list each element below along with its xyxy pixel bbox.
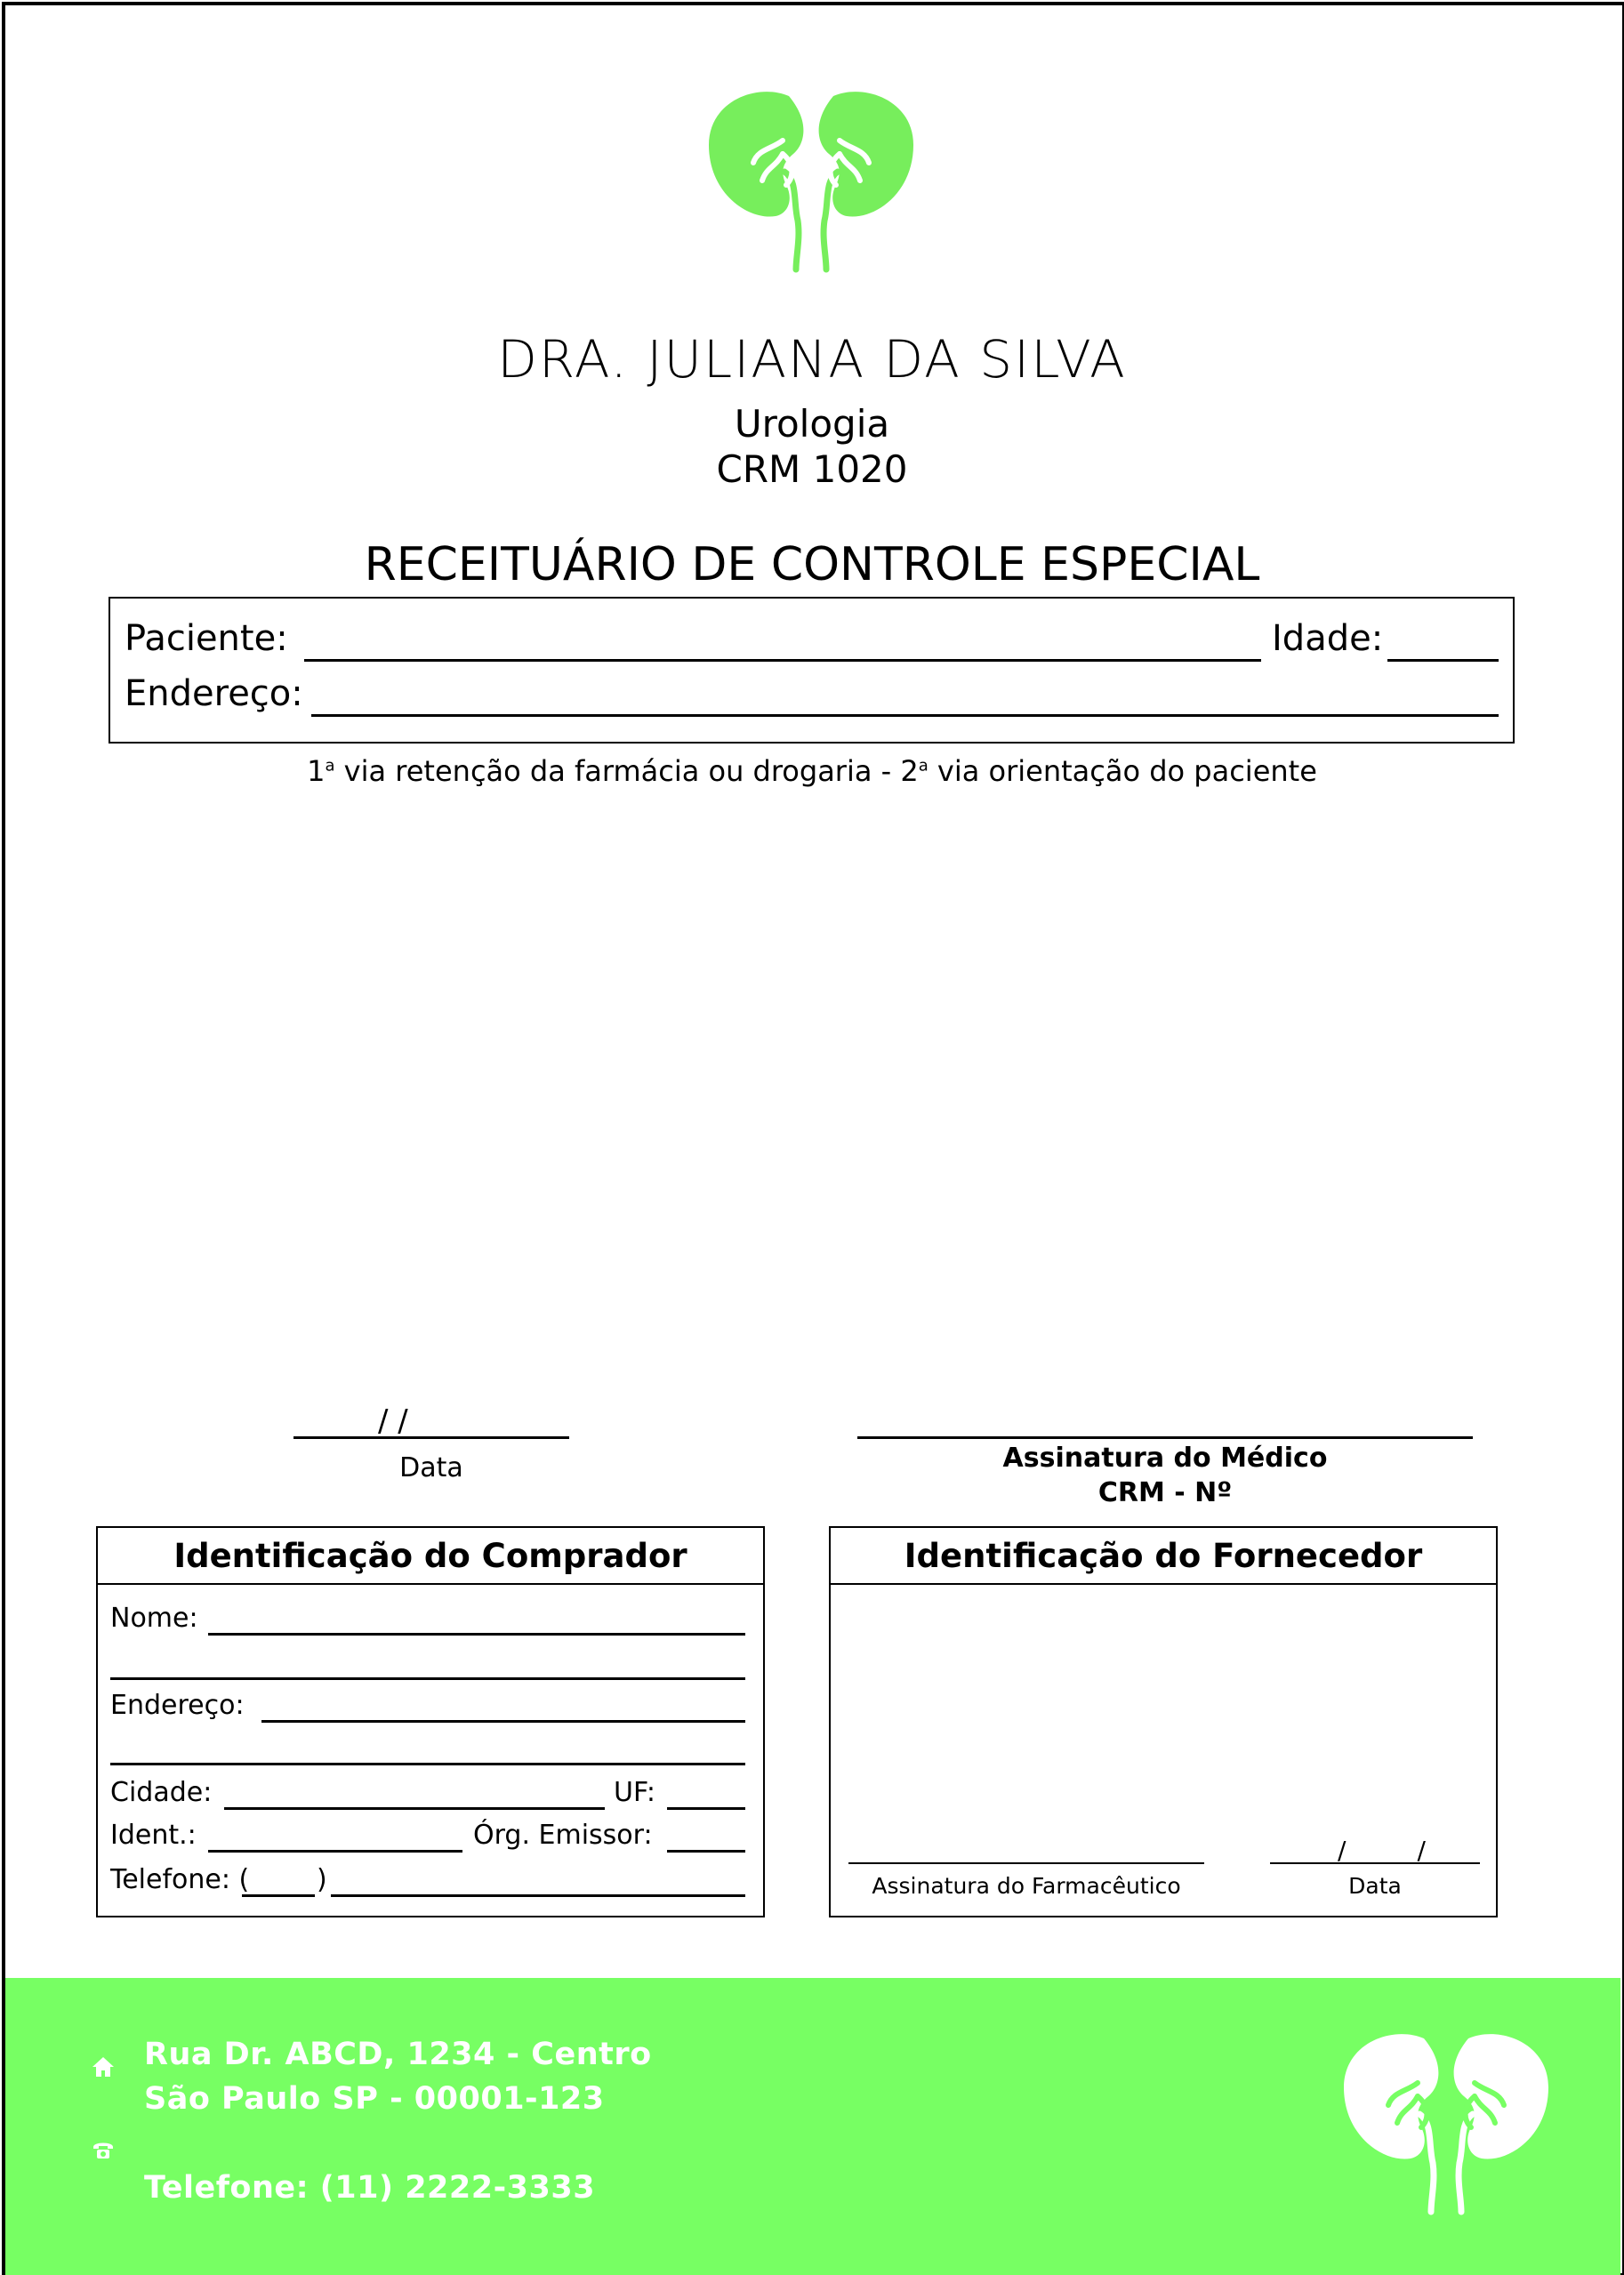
pharmacist-signature-label: Assinatura do Farmacêutico	[872, 1873, 1181, 1899]
patient-age-label: Idade:	[1272, 618, 1384, 659]
buyer-uf-label: UF:	[614, 1777, 655, 1808]
footer-address-line1: Rua Dr. ABCD, 1234 - Centro	[144, 2037, 652, 2072]
footer-address-line2: São Paulo SP - 00001-123	[144, 2081, 605, 2117]
pharmacist-signature-line[interactable]	[848, 1862, 1204, 1864]
buyer-phone-area-line[interactable]	[242, 1894, 315, 1897]
doctor-signature-label: Assinatura do Médico	[1002, 1443, 1328, 1474]
crm-number: CRM 1020	[716, 447, 908, 491]
buyer-phone-line[interactable]	[331, 1894, 745, 1897]
buyer-issuer-label: Órg. Emissor:	[473, 1820, 653, 1851]
patient-box	[109, 597, 1515, 744]
copy-instructions: 1$^a$ via retenção da farmácia ou drogaria - 2$^a$ via orientação do paciente	[307, 754, 1317, 788]
buyer-uf-line[interactable]	[667, 1807, 745, 1810]
buyer-city-label: Cidade:	[110, 1777, 213, 1808]
buyer-ident-label: Ident.:	[110, 1820, 197, 1851]
buyer-name-label: Nome:	[110, 1603, 198, 1634]
phone-icon	[91, 2138, 116, 2163]
buyer-phone-paren: )	[317, 1864, 327, 1895]
kidneys-icon	[704, 87, 918, 276]
buyer-address-label: Endereço:	[110, 1690, 245, 1721]
buyer-city-line[interactable]	[224, 1807, 605, 1810]
footer	[5, 1978, 1620, 2275]
patient-name-label: Paciente:	[125, 618, 288, 659]
prescription-date-line[interactable]	[293, 1434, 569, 1439]
patient-name-line[interactable]	[304, 659, 1261, 662]
supplier-title: Identificação do Fornecedor	[831, 1528, 1496, 1585]
supplier-date-slashes: / /	[1338, 1836, 1426, 1865]
buyer-phone-label: Telefone: (	[110, 1864, 250, 1895]
buyer-address-line[interactable]	[261, 1720, 745, 1723]
patient-address-line[interactable]	[311, 714, 1499, 717]
specialty: Urologia	[734, 402, 890, 446]
buyer-box	[96, 1526, 765, 1917]
buyer-issuer-line[interactable]	[667, 1850, 745, 1853]
doctor-crm-label: CRM - Nº	[1097, 1477, 1233, 1508]
buyer-name-line-2[interactable]	[110, 1677, 745, 1680]
patient-address-label: Endereço:	[125, 673, 303, 714]
patient-age-line[interactable]	[1387, 659, 1499, 662]
supplier-date-label: Data	[1348, 1873, 1402, 1899]
kidneys-icon	[1339, 2030, 1553, 2218]
doctor-signature-line[interactable]	[857, 1434, 1473, 1439]
buyer-address-line-2[interactable]	[110, 1763, 745, 1765]
date-label: Data	[399, 1452, 463, 1483]
buyer-title: Identificação do Comprador	[98, 1528, 763, 1585]
date-slashes: / /	[378, 1403, 408, 1439]
footer-phone: Telefone: (11) 2222-3333	[144, 2170, 596, 2206]
buyer-name-line[interactable]	[208, 1633, 745, 1636]
buyer-ident-line[interactable]	[208, 1850, 462, 1853]
form-title: RECEITUÁRIO DE CONTROLE ESPECIAL	[364, 538, 1260, 591]
doctor-name: DRA. JULIANA DA SILVA	[497, 329, 1127, 390]
home-icon	[91, 2054, 116, 2079]
supplier-box	[829, 1526, 1498, 1917]
